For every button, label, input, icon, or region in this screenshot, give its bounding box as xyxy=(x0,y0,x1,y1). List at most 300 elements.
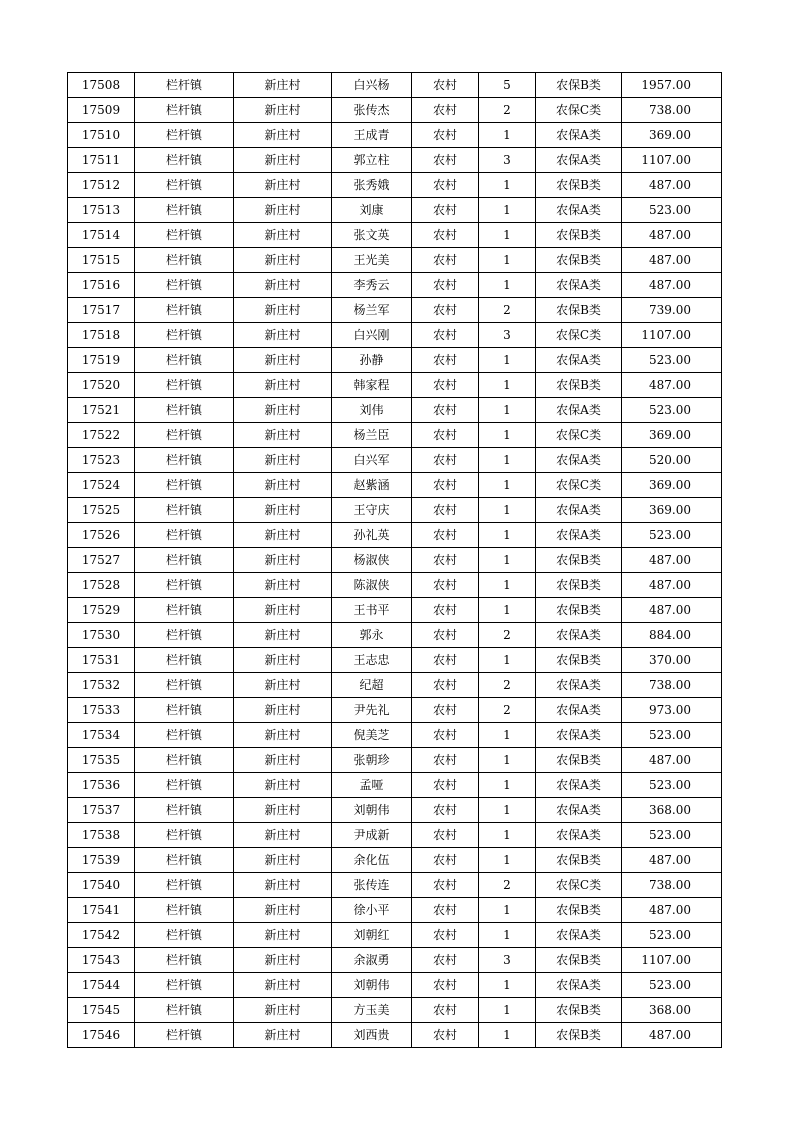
table-row xyxy=(68,823,722,848)
record-id-cell: 17538 xyxy=(68,823,135,848)
household-type-cell: 农村 xyxy=(412,973,479,998)
household-type-cell: 农村 xyxy=(412,523,479,548)
table-row xyxy=(68,148,722,173)
table-row xyxy=(68,698,722,723)
amount-cell: 738.00 xyxy=(622,873,722,898)
household-type-cell: 农村 xyxy=(412,248,479,273)
member-count-cell: 2 xyxy=(479,98,536,123)
table-row xyxy=(68,923,722,948)
category-cell: 农保B类 xyxy=(536,373,622,398)
category-cell: 农保B类 xyxy=(536,848,622,873)
member-count-cell: 1 xyxy=(479,1023,536,1048)
table-row xyxy=(68,898,722,923)
village-cell: 新庄村 xyxy=(234,523,332,548)
member-count-cell: 1 xyxy=(479,523,536,548)
household-type-cell: 农村 xyxy=(412,398,479,423)
name-cell: 尹先礼 xyxy=(332,698,412,723)
member-count-cell: 1 xyxy=(479,748,536,773)
amount-cell: 487.00 xyxy=(622,898,722,923)
category-cell: 农保B类 xyxy=(536,898,622,923)
member-count-cell: 1 xyxy=(479,848,536,873)
category-cell: 农保A类 xyxy=(536,823,622,848)
village-cell: 新庄村 xyxy=(234,98,332,123)
category-cell: 农保B类 xyxy=(536,573,622,598)
record-id-cell: 17509 xyxy=(68,98,135,123)
record-id-cell: 17521 xyxy=(68,398,135,423)
name-cell: 李秀云 xyxy=(332,273,412,298)
record-id-cell: 17543 xyxy=(68,948,135,973)
household-type-cell: 农村 xyxy=(412,273,479,298)
name-cell: 白兴军 xyxy=(332,448,412,473)
table-row xyxy=(68,423,722,448)
amount-cell: 1107.00 xyxy=(622,948,722,973)
category-cell: 农保A类 xyxy=(536,148,622,173)
category-cell: 农保A类 xyxy=(536,623,622,648)
household-type-cell: 农村 xyxy=(412,998,479,1023)
name-cell: 刘伟 xyxy=(332,398,412,423)
village-cell: 新庄村 xyxy=(234,548,332,573)
village-cell: 新庄村 xyxy=(234,998,332,1023)
village-cell: 新庄村 xyxy=(234,273,332,298)
name-cell: 王光美 xyxy=(332,248,412,273)
category-cell: 农保B类 xyxy=(536,173,622,198)
table-row xyxy=(68,173,722,198)
member-count-cell: 1 xyxy=(479,248,536,273)
table-row xyxy=(68,298,722,323)
amount-cell: 487.00 xyxy=(622,573,722,598)
household-type-cell: 农村 xyxy=(412,773,479,798)
record-id-cell: 17530 xyxy=(68,623,135,648)
village-cell: 新庄村 xyxy=(234,973,332,998)
record-id-cell: 17533 xyxy=(68,698,135,723)
member-count-cell: 1 xyxy=(479,473,536,498)
amount-cell: 523.00 xyxy=(622,198,722,223)
record-id-cell: 17510 xyxy=(68,123,135,148)
name-cell: 尹成新 xyxy=(332,823,412,848)
household-type-cell: 农村 xyxy=(412,73,479,98)
table-row xyxy=(68,223,722,248)
village-cell: 新庄村 xyxy=(234,73,332,98)
category-cell: 农保C类 xyxy=(536,423,622,448)
record-id-cell: 17522 xyxy=(68,423,135,448)
town-cell: 栏杆镇 xyxy=(135,473,234,498)
category-cell: 农保A类 xyxy=(536,448,622,473)
village-cell: 新庄村 xyxy=(234,423,332,448)
amount-cell: 370.00 xyxy=(622,648,722,673)
category-cell: 农保C类 xyxy=(536,323,622,348)
amount-cell: 487.00 xyxy=(622,273,722,298)
town-cell: 栏杆镇 xyxy=(135,823,234,848)
town-cell: 栏杆镇 xyxy=(135,723,234,748)
name-cell: 王成青 xyxy=(332,123,412,148)
records-table xyxy=(67,72,722,1048)
record-id-cell: 17526 xyxy=(68,523,135,548)
table-row xyxy=(68,1023,722,1048)
record-id-cell: 17518 xyxy=(68,323,135,348)
name-cell: 徐小平 xyxy=(332,898,412,923)
town-cell: 栏杆镇 xyxy=(135,323,234,348)
name-cell: 孙静 xyxy=(332,348,412,373)
name-cell: 余化伍 xyxy=(332,848,412,873)
village-cell: 新庄村 xyxy=(234,673,332,698)
household-type-cell: 农村 xyxy=(412,723,479,748)
category-cell: 农保B类 xyxy=(536,1023,622,1048)
member-count-cell: 1 xyxy=(479,723,536,748)
category-cell: 农保A类 xyxy=(536,348,622,373)
table-row xyxy=(68,523,722,548)
category-cell: 农保A类 xyxy=(536,123,622,148)
town-cell: 栏杆镇 xyxy=(135,798,234,823)
town-cell: 栏杆镇 xyxy=(135,948,234,973)
member-count-cell: 2 xyxy=(479,698,536,723)
household-type-cell: 农村 xyxy=(412,498,479,523)
table-row xyxy=(68,98,722,123)
record-id-cell: 17544 xyxy=(68,973,135,998)
town-cell: 栏杆镇 xyxy=(135,98,234,123)
name-cell: 郭立柱 xyxy=(332,148,412,173)
name-cell: 刘朝伟 xyxy=(332,798,412,823)
record-id-cell: 17535 xyxy=(68,748,135,773)
household-type-cell: 农村 xyxy=(412,823,479,848)
household-type-cell: 农村 xyxy=(412,148,479,173)
town-cell: 栏杆镇 xyxy=(135,973,234,998)
member-count-cell: 1 xyxy=(479,798,536,823)
record-id-cell: 17523 xyxy=(68,448,135,473)
village-cell: 新庄村 xyxy=(234,698,332,723)
member-count-cell: 1 xyxy=(479,348,536,373)
name-cell: 倪美芝 xyxy=(332,723,412,748)
member-count-cell: 1 xyxy=(479,823,536,848)
member-count-cell: 1 xyxy=(479,448,536,473)
amount-cell: 738.00 xyxy=(622,673,722,698)
table-row xyxy=(68,848,722,873)
village-cell: 新庄村 xyxy=(234,198,332,223)
table-row xyxy=(68,348,722,373)
village-cell: 新庄村 xyxy=(234,123,332,148)
name-cell: 刘朝伟 xyxy=(332,973,412,998)
table-row xyxy=(68,473,722,498)
record-id-cell: 17517 xyxy=(68,298,135,323)
record-id-cell: 17536 xyxy=(68,773,135,798)
category-cell: 农保A类 xyxy=(536,198,622,223)
village-cell: 新庄村 xyxy=(234,648,332,673)
name-cell: 方玉美 xyxy=(332,998,412,1023)
table-row xyxy=(68,748,722,773)
village-cell: 新庄村 xyxy=(234,923,332,948)
amount-cell: 973.00 xyxy=(622,698,722,723)
amount-cell: 487.00 xyxy=(622,173,722,198)
household-type-cell: 农村 xyxy=(412,948,479,973)
amount-cell: 523.00 xyxy=(622,823,722,848)
records-body xyxy=(68,73,722,1048)
name-cell: 张传杰 xyxy=(332,98,412,123)
category-cell: 农保A类 xyxy=(536,673,622,698)
table-row xyxy=(68,448,722,473)
table-row xyxy=(68,398,722,423)
member-count-cell: 1 xyxy=(479,898,536,923)
category-cell: 农保B类 xyxy=(536,748,622,773)
household-type-cell: 农村 xyxy=(412,623,479,648)
town-cell: 栏杆镇 xyxy=(135,598,234,623)
record-id-cell: 17532 xyxy=(68,673,135,698)
household-type-cell: 农村 xyxy=(412,873,479,898)
household-type-cell: 农村 xyxy=(412,673,479,698)
household-type-cell: 农村 xyxy=(412,698,479,723)
record-id-cell: 17514 xyxy=(68,223,135,248)
record-id-cell: 17541 xyxy=(68,898,135,923)
town-cell: 栏杆镇 xyxy=(135,273,234,298)
member-count-cell: 3 xyxy=(479,323,536,348)
village-cell: 新庄村 xyxy=(234,298,332,323)
name-cell: 孙礼英 xyxy=(332,523,412,548)
name-cell: 张传连 xyxy=(332,873,412,898)
category-cell: 农保A类 xyxy=(536,398,622,423)
village-cell: 新庄村 xyxy=(234,948,332,973)
record-id-cell: 17540 xyxy=(68,873,135,898)
amount-cell: 368.00 xyxy=(622,798,722,823)
name-cell: 韩家程 xyxy=(332,373,412,398)
name-cell: 郭永 xyxy=(332,623,412,648)
amount-cell: 487.00 xyxy=(622,373,722,398)
village-cell: 新庄村 xyxy=(234,373,332,398)
member-count-cell: 2 xyxy=(479,623,536,648)
amount-cell: 487.00 xyxy=(622,598,722,623)
amount-cell: 369.00 xyxy=(622,123,722,148)
village-cell: 新庄村 xyxy=(234,798,332,823)
town-cell: 栏杆镇 xyxy=(135,898,234,923)
town-cell: 栏杆镇 xyxy=(135,523,234,548)
category-cell: 农保B类 xyxy=(536,223,622,248)
town-cell: 栏杆镇 xyxy=(135,423,234,448)
name-cell: 王志忠 xyxy=(332,648,412,673)
village-cell: 新庄村 xyxy=(234,623,332,648)
household-type-cell: 农村 xyxy=(412,573,479,598)
household-type-cell: 农村 xyxy=(412,348,479,373)
table-row xyxy=(68,598,722,623)
town-cell: 栏杆镇 xyxy=(135,73,234,98)
table-row xyxy=(68,998,722,1023)
member-count-cell: 1 xyxy=(479,923,536,948)
household-type-cell: 农村 xyxy=(412,323,479,348)
record-id-cell: 17512 xyxy=(68,173,135,198)
household-type-cell: 农村 xyxy=(412,373,479,398)
name-cell: 王书平 xyxy=(332,598,412,623)
town-cell: 栏杆镇 xyxy=(135,573,234,598)
table-row xyxy=(68,198,722,223)
village-cell: 新庄村 xyxy=(234,848,332,873)
category-cell: 农保B类 xyxy=(536,248,622,273)
member-count-cell: 1 xyxy=(479,573,536,598)
record-id-cell: 17524 xyxy=(68,473,135,498)
household-type-cell: 农村 xyxy=(412,923,479,948)
name-cell: 白兴刚 xyxy=(332,323,412,348)
category-cell: 农保A类 xyxy=(536,973,622,998)
record-id-cell: 17513 xyxy=(68,198,135,223)
town-cell: 栏杆镇 xyxy=(135,373,234,398)
table-row xyxy=(68,623,722,648)
household-type-cell: 农村 xyxy=(412,123,479,148)
name-cell: 陈淑侠 xyxy=(332,573,412,598)
table-row xyxy=(68,323,722,348)
amount-cell: 1107.00 xyxy=(622,148,722,173)
town-cell: 栏杆镇 xyxy=(135,923,234,948)
town-cell: 栏杆镇 xyxy=(135,548,234,573)
record-id-cell: 17525 xyxy=(68,498,135,523)
member-count-cell: 1 xyxy=(479,598,536,623)
record-id-cell: 17537 xyxy=(68,798,135,823)
town-cell: 栏杆镇 xyxy=(135,998,234,1023)
member-count-cell: 1 xyxy=(479,123,536,148)
name-cell: 刘西贵 xyxy=(332,1023,412,1048)
amount-cell: 523.00 xyxy=(622,523,722,548)
amount-cell: 368.00 xyxy=(622,998,722,1023)
member-count-cell: 1 xyxy=(479,223,536,248)
category-cell: 农保B类 xyxy=(536,298,622,323)
town-cell: 栏杆镇 xyxy=(135,123,234,148)
amount-cell: 739.00 xyxy=(622,298,722,323)
village-cell: 新庄村 xyxy=(234,873,332,898)
amount-cell: 1107.00 xyxy=(622,323,722,348)
category-cell: 农保A类 xyxy=(536,773,622,798)
village-cell: 新庄村 xyxy=(234,223,332,248)
town-cell: 栏杆镇 xyxy=(135,248,234,273)
household-type-cell: 农村 xyxy=(412,598,479,623)
amount-cell: 487.00 xyxy=(622,223,722,248)
record-id-cell: 17539 xyxy=(68,848,135,873)
table-row xyxy=(68,123,722,148)
amount-cell: 487.00 xyxy=(622,248,722,273)
category-cell: 农保B类 xyxy=(536,548,622,573)
village-cell: 新庄村 xyxy=(234,473,332,498)
table-row xyxy=(68,973,722,998)
record-id-cell: 17531 xyxy=(68,648,135,673)
category-cell: 农保A类 xyxy=(536,798,622,823)
household-type-cell: 农村 xyxy=(412,198,479,223)
name-cell: 杨兰臣 xyxy=(332,423,412,448)
town-cell: 栏杆镇 xyxy=(135,623,234,648)
category-cell: 农保C类 xyxy=(536,98,622,123)
category-cell: 农保A类 xyxy=(536,923,622,948)
household-type-cell: 农村 xyxy=(412,448,479,473)
member-count-cell: 1 xyxy=(479,423,536,448)
household-type-cell: 农村 xyxy=(412,648,479,673)
town-cell: 栏杆镇 xyxy=(135,648,234,673)
name-cell: 杨兰军 xyxy=(332,298,412,323)
town-cell: 栏杆镇 xyxy=(135,448,234,473)
category-cell: 农保B类 xyxy=(536,998,622,1023)
village-cell: 新庄村 xyxy=(234,448,332,473)
amount-cell: 523.00 xyxy=(622,923,722,948)
amount-cell: 369.00 xyxy=(622,498,722,523)
amount-cell: 487.00 xyxy=(622,1023,722,1048)
member-count-cell: 1 xyxy=(479,173,536,198)
village-cell: 新庄村 xyxy=(234,823,332,848)
town-cell: 栏杆镇 xyxy=(135,223,234,248)
name-cell: 杨淑侠 xyxy=(332,548,412,573)
record-id-cell: 17527 xyxy=(68,548,135,573)
member-count-cell: 3 xyxy=(479,148,536,173)
record-id-cell: 17520 xyxy=(68,373,135,398)
amount-cell: 520.00 xyxy=(622,448,722,473)
village-cell: 新庄村 xyxy=(234,173,332,198)
record-id-cell: 17516 xyxy=(68,273,135,298)
amount-cell: 738.00 xyxy=(622,98,722,123)
record-id-cell: 17519 xyxy=(68,348,135,373)
member-count-cell: 1 xyxy=(479,773,536,798)
record-id-cell: 17528 xyxy=(68,573,135,598)
town-cell: 栏杆镇 xyxy=(135,848,234,873)
record-id-cell: 17542 xyxy=(68,923,135,948)
table-row xyxy=(68,248,722,273)
member-count-cell: 1 xyxy=(479,398,536,423)
amount-cell: 1957.00 xyxy=(622,73,722,98)
amount-cell: 369.00 xyxy=(622,473,722,498)
name-cell: 纪超 xyxy=(332,673,412,698)
amount-cell: 487.00 xyxy=(622,548,722,573)
category-cell: 农保C类 xyxy=(536,873,622,898)
table-row xyxy=(68,498,722,523)
household-type-cell: 农村 xyxy=(412,548,479,573)
table-row xyxy=(68,773,722,798)
household-type-cell: 农村 xyxy=(412,748,479,773)
town-cell: 栏杆镇 xyxy=(135,298,234,323)
amount-cell: 369.00 xyxy=(622,423,722,448)
household-type-cell: 农村 xyxy=(412,98,479,123)
amount-cell: 884.00 xyxy=(622,623,722,648)
category-cell: 农保B类 xyxy=(536,598,622,623)
town-cell: 栏杆镇 xyxy=(135,698,234,723)
table-row xyxy=(68,798,722,823)
village-cell: 新庄村 xyxy=(234,723,332,748)
household-type-cell: 农村 xyxy=(412,1023,479,1048)
household-type-cell: 农村 xyxy=(412,898,479,923)
member-count-cell: 1 xyxy=(479,198,536,223)
table-row xyxy=(68,373,722,398)
household-type-cell: 农村 xyxy=(412,173,479,198)
town-cell: 栏杆镇 xyxy=(135,673,234,698)
village-cell: 新庄村 xyxy=(234,748,332,773)
record-id-cell: 17545 xyxy=(68,998,135,1023)
name-cell: 刘朝红 xyxy=(332,923,412,948)
amount-cell: 523.00 xyxy=(622,723,722,748)
town-cell: 栏杆镇 xyxy=(135,198,234,223)
town-cell: 栏杆镇 xyxy=(135,148,234,173)
town-cell: 栏杆镇 xyxy=(135,498,234,523)
member-count-cell: 2 xyxy=(479,873,536,898)
record-id-cell: 17529 xyxy=(68,598,135,623)
member-count-cell: 2 xyxy=(479,298,536,323)
category-cell: 农保B类 xyxy=(536,948,622,973)
name-cell: 赵紫涵 xyxy=(332,473,412,498)
amount-cell: 523.00 xyxy=(622,348,722,373)
table-row xyxy=(68,648,722,673)
village-cell: 新庄村 xyxy=(234,573,332,598)
village-cell: 新庄村 xyxy=(234,348,332,373)
name-cell: 孟哑 xyxy=(332,773,412,798)
town-cell: 栏杆镇 xyxy=(135,348,234,373)
member-count-cell: 1 xyxy=(479,373,536,398)
household-type-cell: 农村 xyxy=(412,473,479,498)
village-cell: 新庄村 xyxy=(234,248,332,273)
member-count-cell: 1 xyxy=(479,273,536,298)
household-type-cell: 农村 xyxy=(412,848,479,873)
amount-cell: 523.00 xyxy=(622,773,722,798)
member-count-cell: 1 xyxy=(479,998,536,1023)
category-cell: 农保A类 xyxy=(536,523,622,548)
town-cell: 栏杆镇 xyxy=(135,748,234,773)
member-count-cell: 2 xyxy=(479,673,536,698)
table-row xyxy=(68,73,722,98)
